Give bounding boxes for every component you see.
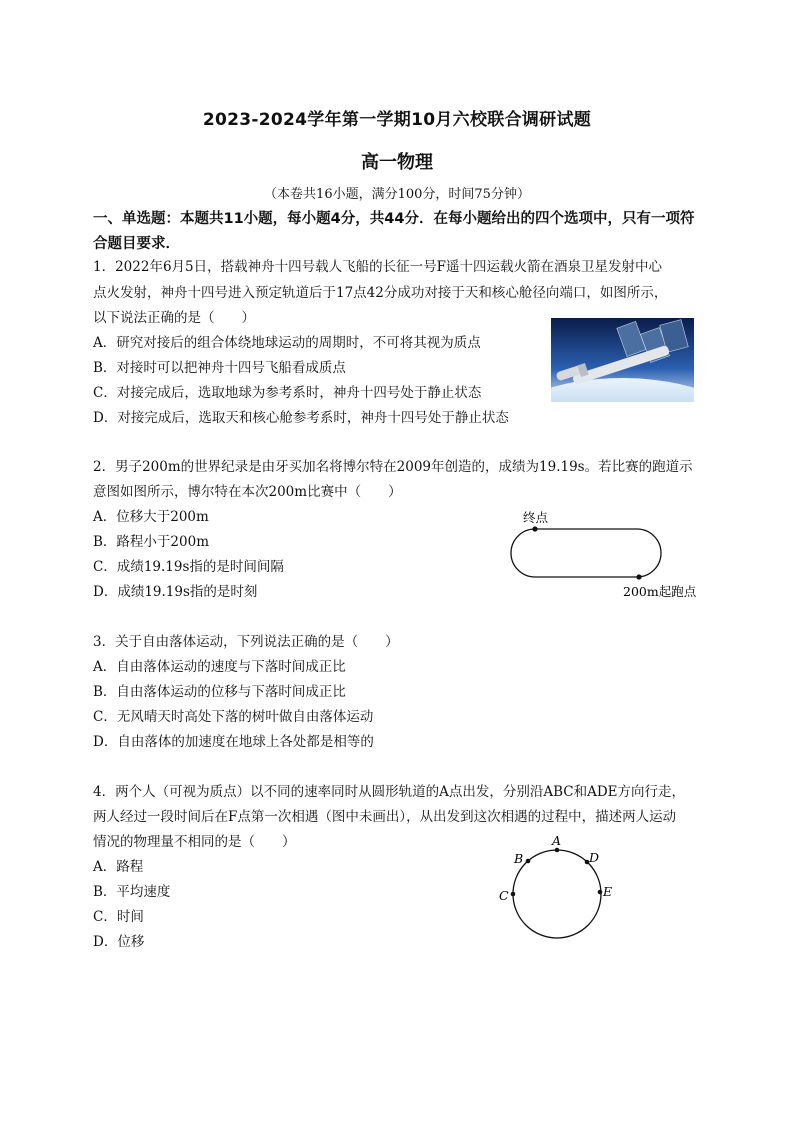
- start-label: 200m起跑点: [623, 584, 697, 599]
- point-a: [555, 848, 560, 853]
- track-outline: [511, 529, 661, 577]
- q1-option-a: A．研究对接后的组合体绕地球运动的周期时，不可将其视为质点: [93, 335, 481, 351]
- point-c: [511, 892, 516, 897]
- q2-line-1: 2．男子200m的世界纪录是由牙买加名将博尔特在2009年创造的，成绩为19.19s。若比赛的跑道示: [93, 459, 693, 475]
- q3-option-d: D．自由落体的加速度在地球上各处都是相等的: [93, 734, 374, 750]
- label-a: A: [552, 833, 562, 848]
- circular-track-diagram: [495, 832, 620, 942]
- finish-point: [532, 526, 537, 531]
- q1-option-b: B．对接时可以把神舟十四号飞船看成质点: [93, 360, 346, 376]
- q1-option-d: D．对接完成后，选取天和核心舱参考系时，神舟十四号处于静止状态: [93, 410, 509, 426]
- q1-line-3: 以下说法正确的是（ ）: [93, 310, 255, 326]
- exam-note: （本卷共16小题，满分100分，时间75分钟）: [264, 187, 530, 202]
- q2-option-a: A．位移大于200m: [93, 509, 209, 525]
- exam-title: 2023-2024学年第一学期10月六校联合调研试题: [202, 110, 592, 130]
- label-d: D: [589, 850, 600, 865]
- space-station-photo: [551, 318, 694, 402]
- finish-label: 终点: [523, 510, 549, 525]
- q3-option-b: B．自由落体运动的位移与下落时间成正比: [93, 684, 346, 700]
- q4-line-2: 两人经过一段时间后在F点第一次相遇（图中未画出），从出发到这次相遇的过程中，描述两人运动: [93, 809, 677, 825]
- exam-subject: 高一物理: [361, 152, 433, 173]
- label-b: B: [514, 851, 524, 866]
- point-e: [598, 890, 603, 895]
- q4-option-b: B．平均速度: [93, 884, 171, 900]
- q1-line-2: 点火发射，神舟十四号进入预定轨道后于17点42分成功对接于天和核心舱径向端口，如图所示，: [93, 285, 668, 301]
- running-track-diagram: [505, 505, 705, 605]
- q2-option-b: B．路程小于200m: [93, 534, 209, 550]
- q3-option-a: A．自由落体运动的速度与下落时间成正比: [93, 659, 346, 675]
- start-point: [636, 574, 641, 579]
- point-b: [526, 859, 531, 864]
- section-heading: 一、单选题：本题共11小题，每小题4分，共44分．在每小题给出的四个选项中，只有一项符合题目要求．: [93, 211, 695, 252]
- q2-line-2: 意图如图所示，博尔特在本次200m比赛中（ ）: [93, 484, 402, 500]
- q4-option-c: C．时间: [93, 909, 144, 925]
- q3-option-c: C．无风晴天时高处下落的树叶做自由落体运动: [93, 709, 374, 725]
- q1-line-1: 1．2022年6月5日，搭载神舟十四号载人飞船的长征一号F遥十四运载火箭在酒泉卫星发射中心: [93, 259, 662, 275]
- q3-line-1: 3．关于自由落体运动，下列说法正确的是（ ）: [93, 634, 399, 650]
- q4-line-3: 情况的物理量不相同的是（ ）: [93, 834, 296, 850]
- q4-line-1: 4．两个人（可视为质点）以不同的速率同时从圆形轨道的A点出发，分别沿ABC和ADE方向行走，: [93, 784, 686, 800]
- q1-option-c: C．对接完成后，选取地球为参考系时，神舟十四号处于静止状态: [93, 385, 482, 401]
- q4-option-a: A．路程: [93, 859, 144, 875]
- q2-option-d: D．成绩19.19s指的是时刻: [93, 584, 258, 600]
- label-c: C: [499, 888, 509, 903]
- label-e: E: [603, 884, 613, 899]
- q4-option-d: D．位移: [93, 934, 145, 950]
- q2-option-c: C．成绩19.19s指的是时间间隔: [93, 559, 284, 575]
